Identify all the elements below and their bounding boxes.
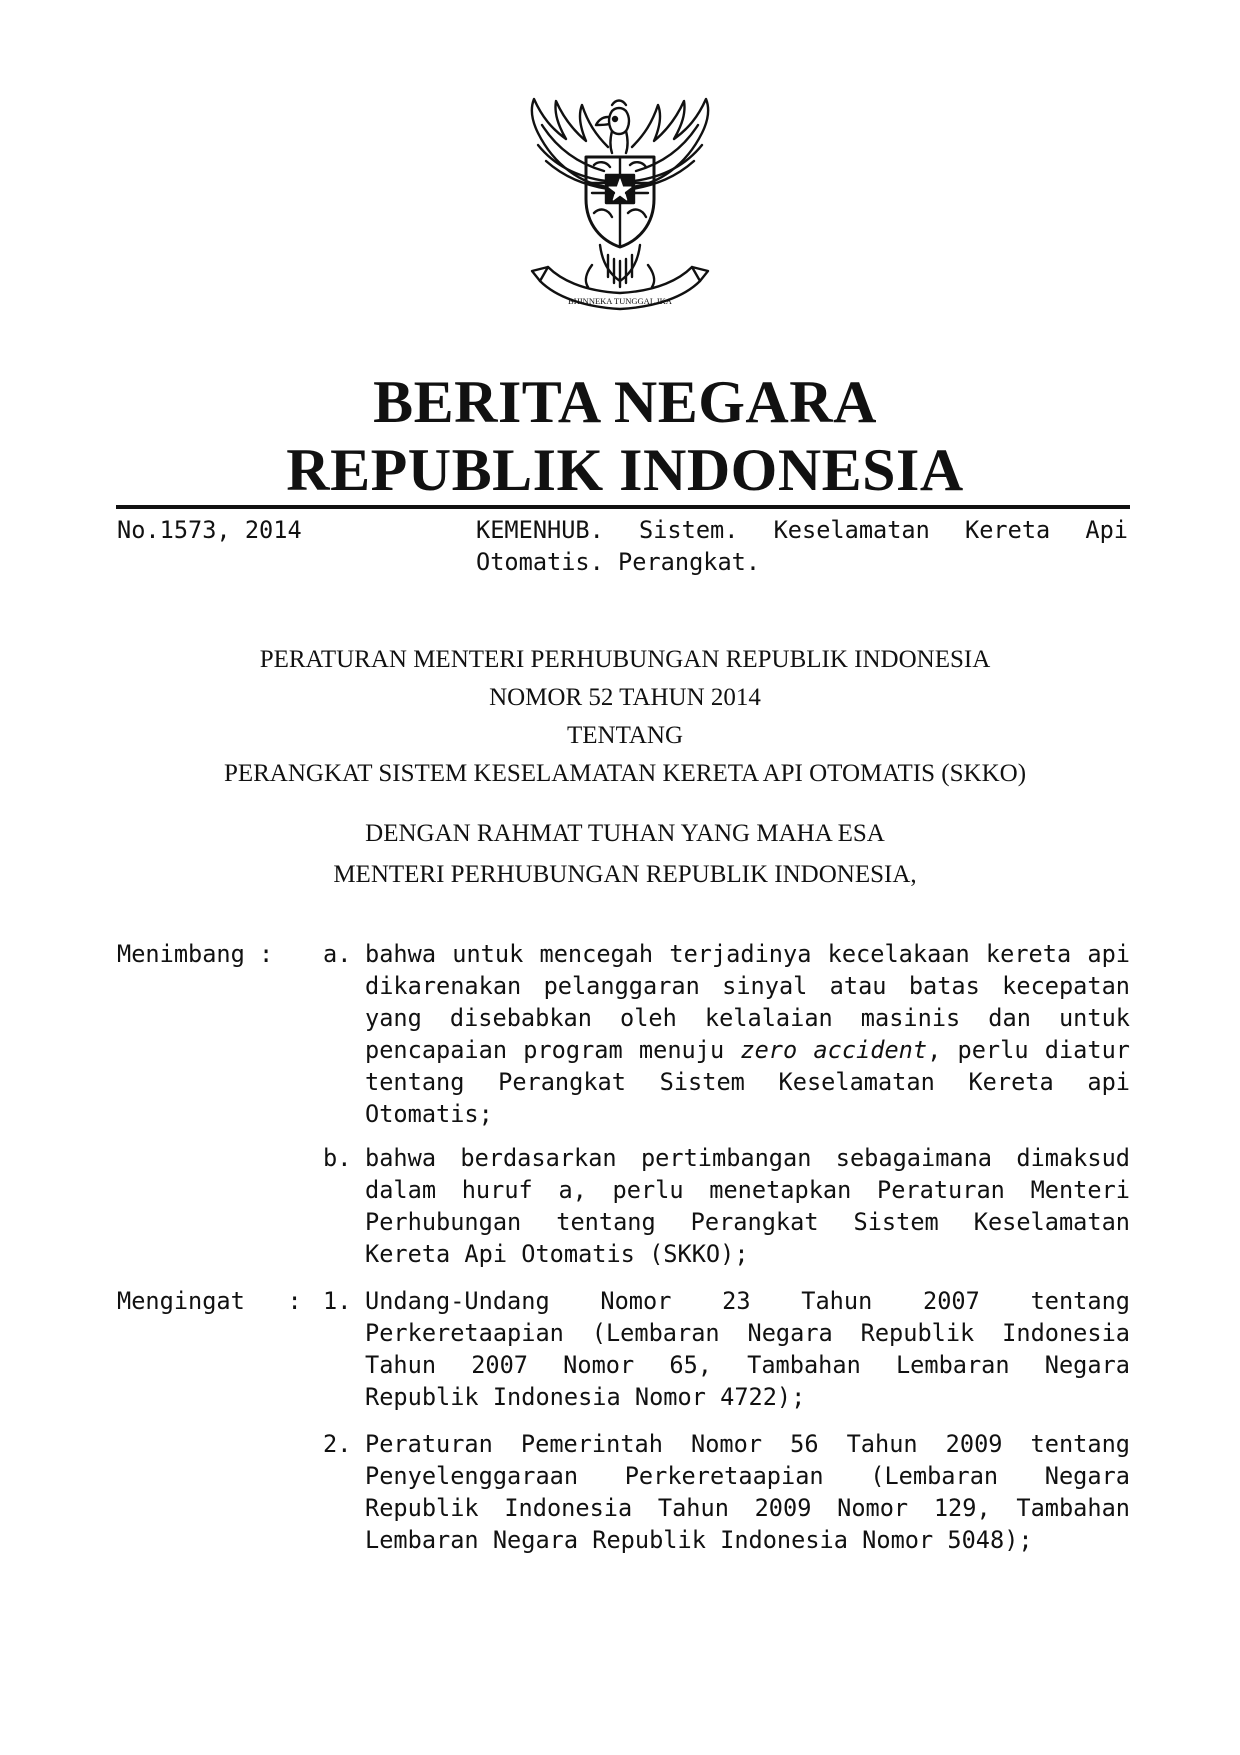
item-marker: 2. [323, 1430, 352, 1458]
regulation-subject: PERANGKAT SISTEM KESELAMATAN KERETA API OTOMATIS (SKKO) [223, 760, 1027, 787]
regulation-title [120, 641, 1130, 793]
regulation-number: NOMOR 52 TAHUN 2014 [489, 684, 761, 711]
item-text: bahwa berdasarkan pertimbangan sebagaimana dimaksud dalam huruf a, perlu menetapkan Peraturan Menteri Perhubungan tentang Perangkat Sistem Keselamatan Kereta Api Otomatis (SKKO); [365, 1144, 1130, 1268]
italic-term: zero accident [740, 1036, 928, 1064]
item-text: Peraturan Pemerintah Nomor 56 Tahun 2009 tentang Penyelenggaraan Perkeretaapian (Lembaran Negara Republik Indonesia Tahun 2009 Nomor 129, Tambahan Lembaran Negara Republik Indonesia Nomor 5048); [365, 1430, 1130, 1554]
preamble [120, 815, 1130, 894]
regulation-about: TENTANG [566, 722, 684, 749]
mengingat-label: Mengingat : [117, 1287, 302, 1315]
garuda-emblem-icon [512, 95, 728, 317]
masthead-subtitle: REPUBLIK INDONESIA [286, 437, 964, 503]
menimbang-label: Menimbang : [117, 940, 274, 968]
preamble-invocation: DENGAN RAHMAT TUHAN YANG MAHA ESA [365, 820, 885, 847]
svg-text:BHINNEKA TUNGGAL IKA: BHINNEKA TUNGGAL IKA [568, 296, 672, 306]
item-marker: 1. [323, 1287, 352, 1315]
gazette-number: No.1573, 2014 [117, 516, 302, 544]
regulation-title-line: PERATURAN MENTERI PERHUBUNGAN REPUBLIK INDONESIA [259, 646, 991, 673]
item-text: bahwa untuk mencegah terjadinya kecelakaan kereta api dikarenakan pelanggaran sinyal atau batas kecepatan yang disebabkan oleh kelalaian masinis dan untuk pencapaian program menuju zero accident, perlu diatur tentang Perangkat Sistem Keselamatan Kereta api Otomatis; [365, 940, 1130, 1128]
gazette-subject: KEMENHUB. Sistem. Keselamatan Kereta Api Otomatis. Perangkat. [476, 516, 1128, 576]
item-marker: b. [323, 1144, 352, 1172]
masthead-divider [116, 505, 1130, 509]
preamble-minister: MENTERI PERHUBUNGAN REPUBLIK INDONESIA, [333, 861, 917, 888]
item-marker: a. [323, 940, 352, 968]
masthead-title: BERITA NEGARA [373, 369, 877, 435]
item-text: Undang-Undang Nomor 23 Tahun 2007 tentang Perkeretaapian (Lembaran Negara Republik Indonesia Tahun 2007 Nomor 65, Tambahan Lembaran Negara Republik Indonesia Nomor 4722); [365, 1287, 1130, 1411]
